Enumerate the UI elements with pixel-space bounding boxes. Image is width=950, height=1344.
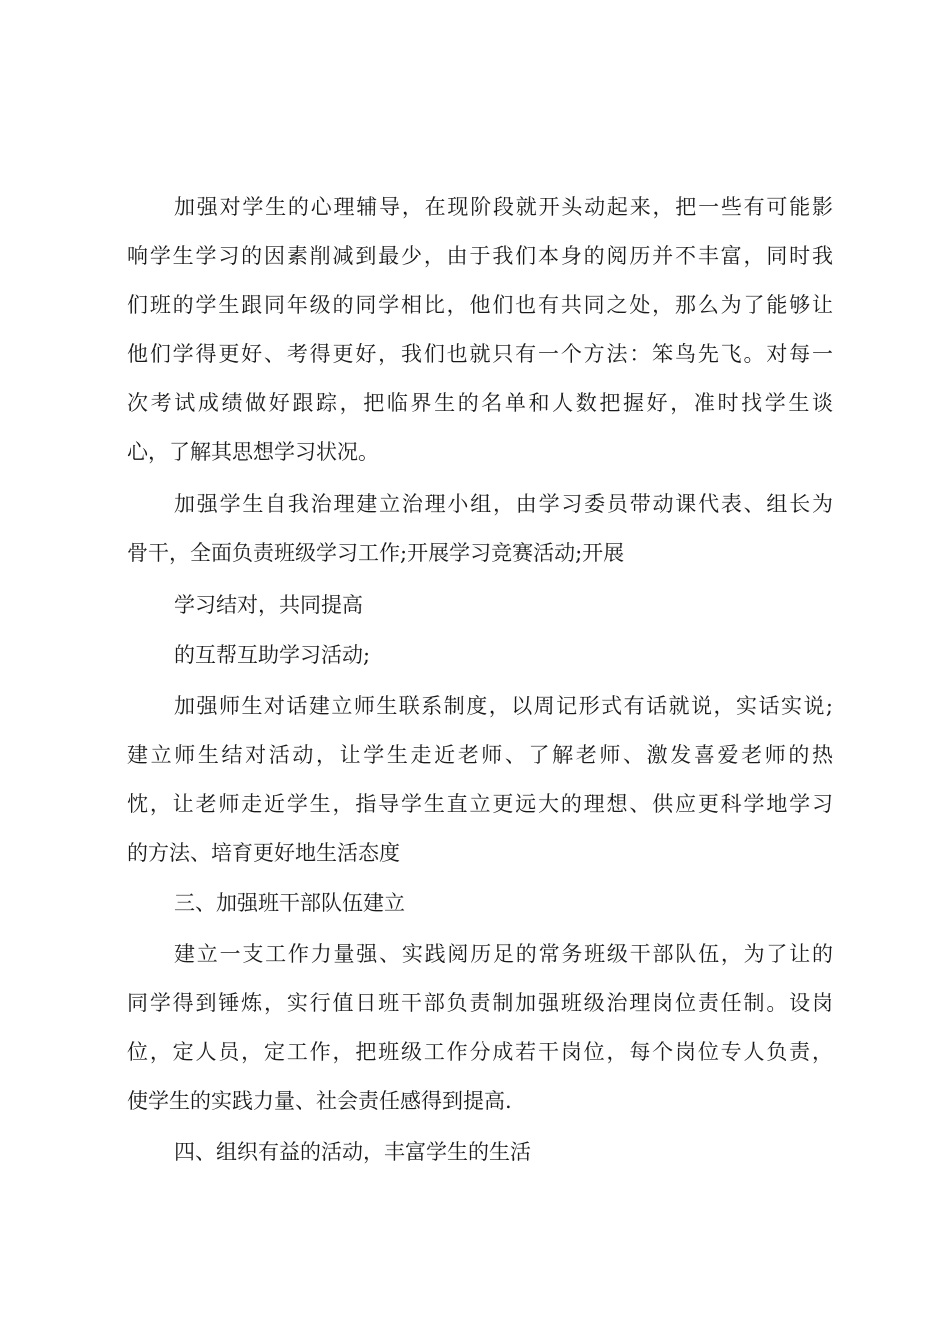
paragraph-line: 加强对学生的心理辅导，在现阶段就开头动起来，把一些有可能影 (174, 195, 833, 219)
paragraph-line: 响学生学习的因素削减到最少，由于我们本身的阅历并不丰富，同时我 (127, 244, 833, 268)
paragraph-line: 骨干，全面负责班级学习工作;开展学习竞赛活动;开展 (127, 541, 625, 565)
paragraph-line: 加强学生自我治理建立治理小组，由学习委员带动课代表、组长为 (174, 492, 833, 516)
paragraph-line: 他们学得更好、考得更好，我们也就只有一个方法：笨鸟先飞。对每一 (127, 342, 833, 366)
paragraph-line: 建立一支工作力量强、实践阅历足的常务班级干部队伍，为了让的 (174, 942, 833, 966)
section-heading: 四、组织有益的活动，丰富学生的生活 (174, 1140, 531, 1164)
paragraph-line: 次考试成绩做好跟踪，把临界生的名单和人数把握好，准时找学生谈 (127, 391, 833, 415)
paragraph-line: 忱，让老师走近学生，指导学生直立更远大的理想、供应更科学地学习 (127, 792, 833, 816)
paragraph-line: 心，了解其思想学习状况。 (127, 440, 379, 464)
paragraph-line: 加强师生对话建立师生联系制度，以周记形式有话就说，实话实说; (174, 694, 833, 718)
paragraph-line: 使学生的实践力量、社会责任感得到提高. (127, 1089, 512, 1113)
paragraph-line: 学习结对，共同提高 (174, 593, 363, 617)
paragraph-line: 同学得到锤炼，实行值日班干部负责制加强班级治理岗位责任制。设岗 (127, 991, 833, 1015)
paragraph-line: 位，定人员，定工作，把班级工作分成若干岗位，每个岗位专人负责， (127, 1040, 833, 1064)
section-heading: 三、加强班干部队伍建立 (174, 891, 405, 915)
paragraph-line: 的互帮互助学习活动; (174, 643, 371, 667)
paragraph-line: 的方法、培育更好地生活态度 (127, 841, 400, 865)
paragraph-line: 建立师生结对活动，让学生走近老师、了解老师、激发喜爱老师的热 (127, 743, 833, 767)
paragraph-line: 们班的学生跟同年级的同学相比，他们也有共同之处，那么为了能够让 (127, 293, 833, 317)
